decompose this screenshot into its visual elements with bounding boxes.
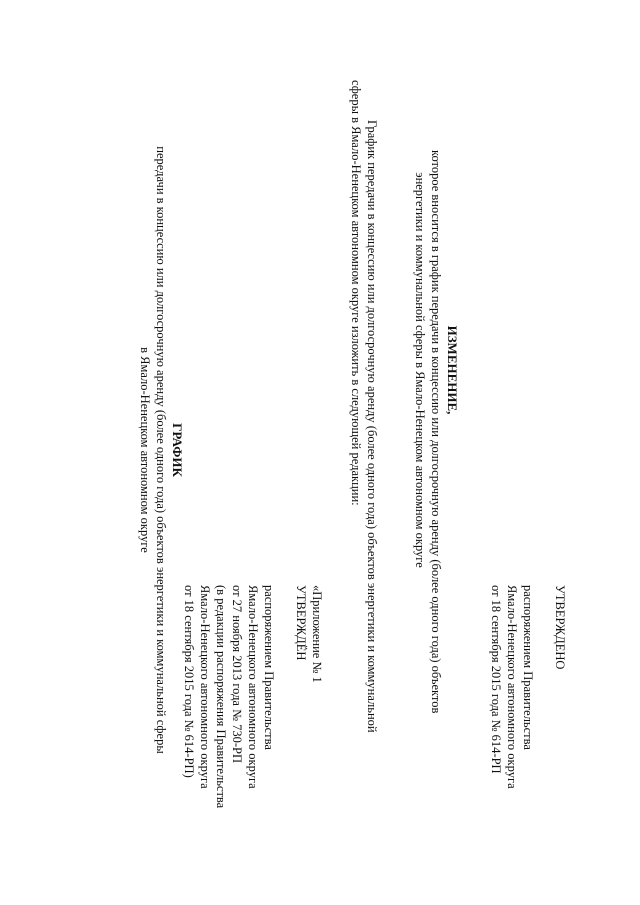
amendment-subtitle-line: которое вносится в график передачи в концессию или долгосрочную аренду (более одного года) объектов xyxy=(429,150,443,714)
intro-line: сферы в Ямало-Ненецком автономном округе изложить в следующей редакции: xyxy=(349,80,363,506)
annex-line: распоряжением Правительства xyxy=(262,585,276,750)
annex-line: Ямало-Ненецкого автономного округа xyxy=(246,585,260,789)
approval-block xyxy=(488,585,568,789)
intro-line: График передачи в концессию или долгосрочную аренду (более одного года) объектов энергетики и коммунальной xyxy=(365,120,379,733)
annex-line: УТВЕРЖДЁН xyxy=(294,585,308,661)
annex-line: «Приложение № 1 xyxy=(310,585,324,683)
approval-heading: УТВЕРЖДЕНО xyxy=(553,585,567,670)
annex-approval-block xyxy=(181,585,325,808)
intro-paragraph xyxy=(348,80,380,800)
amendment-subtitle-line: энергетики и коммунальной сферы в Ямало-Ненецком автономном округе xyxy=(413,172,427,568)
amendment-title-block xyxy=(412,150,460,714)
schedule-title-block xyxy=(137,130,185,770)
schedule-subtitle-line: передачи в концессию или долгосрочную аренду (более одного года) объектов энергетики и коммунальной сферы xyxy=(154,146,168,754)
annex-line: (в редакции распоряжения Правительства xyxy=(214,585,228,809)
approval-line: от 18 сентября 2015 года № 614-РП xyxy=(489,585,503,774)
annex-line: от 18 сентября 2015 года № 614-РП) xyxy=(182,585,196,778)
schedule-heading: ГРАФИК xyxy=(170,423,185,477)
approval-line: распоряжением Правительства xyxy=(521,585,535,750)
approval-line: Ямало-Ненецкого автономного округа xyxy=(505,585,519,789)
annex-line: от 27 ноября 2013 года № 730-РП xyxy=(230,585,244,764)
schedule-subtitle-line: в Ямало-Ненецком автономном округе xyxy=(138,347,152,553)
amendment-heading: ИЗМЕНЕНИЕ, xyxy=(445,325,460,415)
annex-line: Ямало-Ненецкого автономного округа xyxy=(198,585,212,789)
